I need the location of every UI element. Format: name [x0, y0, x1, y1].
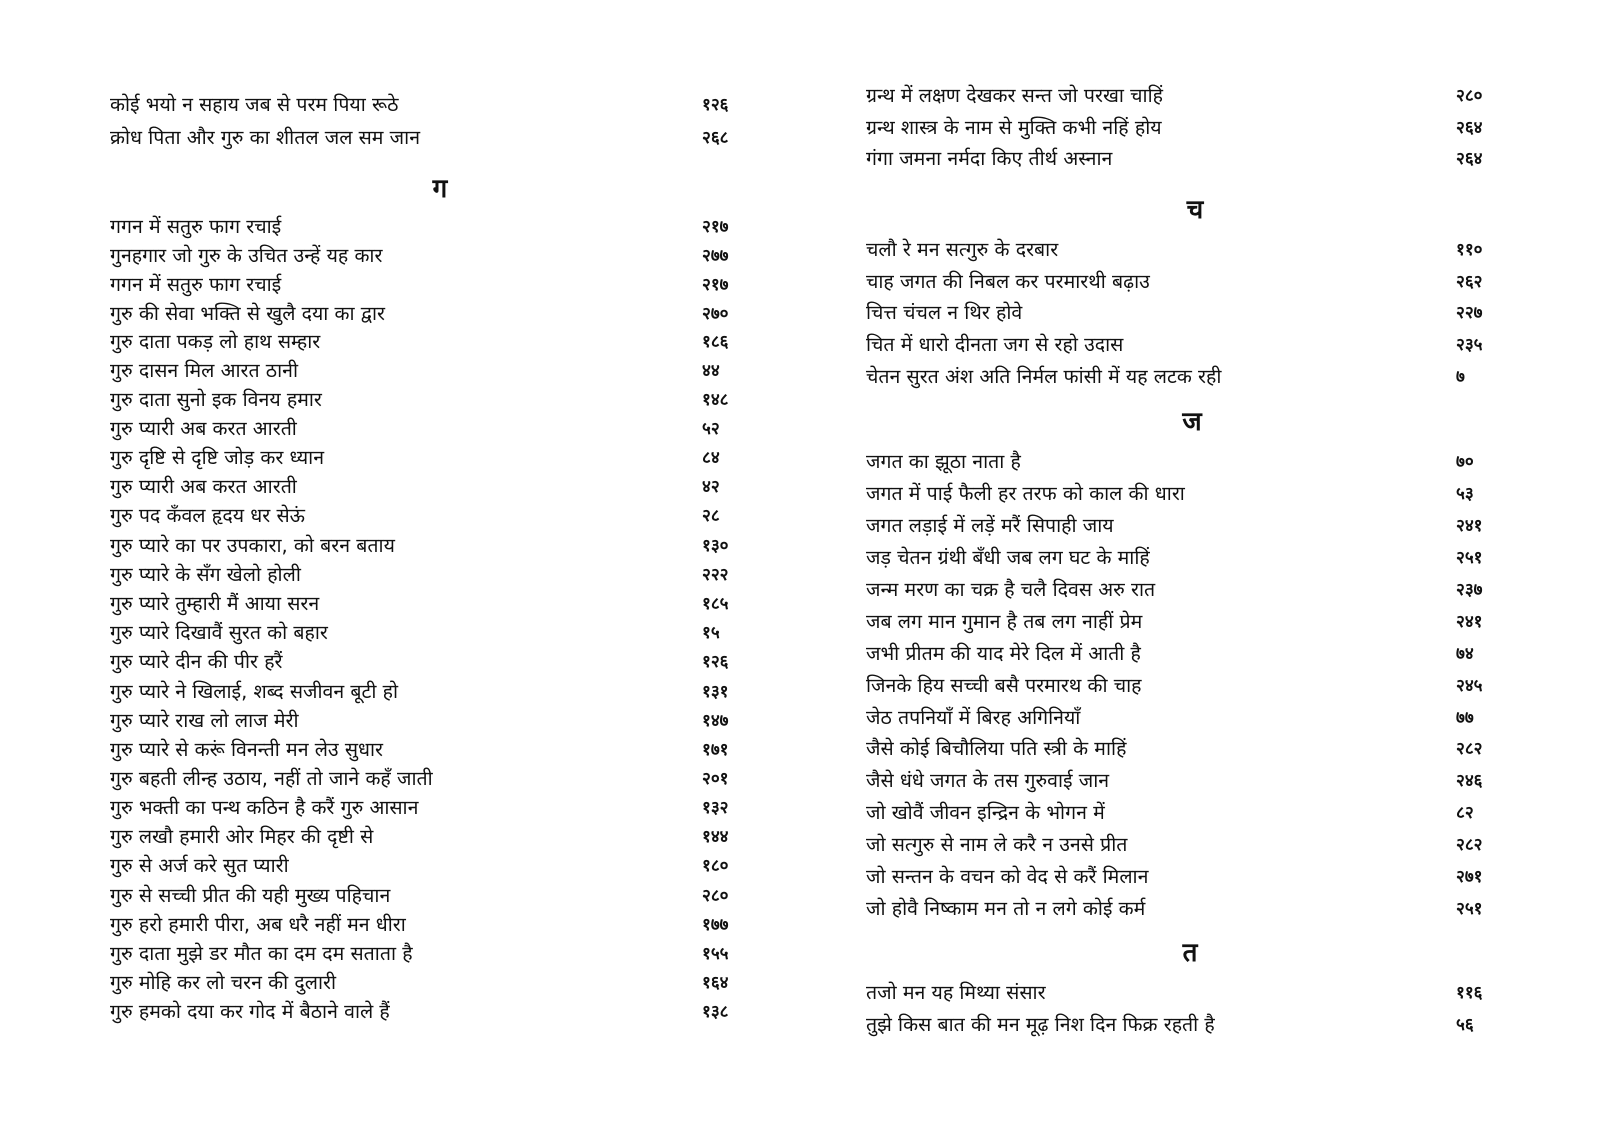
entry-page-number: २४१	[1456, 516, 1483, 536]
entry-page-number: २२२	[702, 565, 729, 585]
entry-page-number: २३७	[1456, 580, 1483, 600]
index-entry	[110, 444, 750, 472]
entry-page-number: १८५	[702, 594, 729, 614]
index-entry	[110, 619, 750, 647]
entry-title: गगन में सतुरु फाग रचाई	[110, 215, 282, 238]
entry-title: गुनहगार जो गुरु के उचित उन्हें यह कार	[110, 244, 383, 267]
entry-page-number: ५६	[1456, 1015, 1474, 1035]
index-entry	[110, 328, 750, 356]
entry-title: गुरु भक्ती का पन्थ कठिन है करैं गुरु आसान	[110, 796, 419, 819]
entry-page-number: १२६	[702, 652, 729, 672]
entry-title: जगत लड़ाई में लड़ें मरैं सिपाही जाय	[866, 514, 1114, 537]
entry-page-number: ७४	[1456, 644, 1474, 664]
entry-title: जैसे कोई बिचौलिया पति स्त्री के माहिं	[866, 737, 1127, 760]
index-entry	[866, 863, 1506, 891]
index-entry	[110, 502, 750, 530]
entry-title: गुरु प्यारे से करूं विनन्ती मन लेउ सुधार	[110, 738, 384, 761]
entry-page-number: २७७	[702, 246, 729, 266]
entry-page-number: १५	[702, 623, 720, 643]
entry-page-number: १७७	[702, 915, 729, 935]
entry-page-number: २४६	[1456, 771, 1483, 791]
entry-page-number: ७	[1456, 367, 1465, 387]
entry-page-number: ५३	[1456, 484, 1474, 504]
entry-title: ग्रन्थ शास्त्र के नाम से मुक्ति कभी नहिं होय	[866, 116, 1162, 139]
entry-title: गंगा जमना नर्मदा किए तीर्थ अस्नान	[866, 147, 1113, 170]
entry-page-number: २१७	[702, 217, 729, 237]
entry-page-number: ४४	[702, 361, 720, 381]
index-entry	[866, 608, 1506, 636]
index-entry	[866, 512, 1506, 540]
index-entry	[866, 979, 1506, 1007]
index-entry	[866, 640, 1506, 668]
entry-title: जो सन्तन के वचन को वेद से करैं मिलान	[866, 865, 1149, 888]
entry-page-number: १६४	[702, 973, 729, 993]
section-heading-ga: ग	[432, 174, 448, 204]
entry-page-number: ११०	[1456, 240, 1483, 260]
index-entry	[110, 852, 750, 880]
index-entry	[110, 998, 750, 1026]
entry-title: गुरु मोहि कर लो चरन की दुलारी	[110, 971, 337, 994]
entry-title: गुरु प्यारे तुम्हारी मैं आया सरन	[110, 592, 320, 615]
section-heading-cha: च	[1186, 195, 1204, 225]
section-heading-ta: त	[1182, 938, 1198, 968]
index-entry	[110, 124, 750, 152]
entry-page-number: २७०	[702, 304, 729, 324]
entry-title: जेठ तपनियाँ में बिरह अगिनियाँ	[866, 706, 1081, 729]
entry-page-number: १४४	[702, 827, 729, 847]
index-entry	[866, 114, 1506, 142]
entry-title: जो होवै निष्काम मन तो न लगे कोई कर्म	[866, 897, 1146, 920]
entry-page-number: २६२	[1456, 272, 1483, 292]
entry-title: चलौ रे मन सत्गुरु के दरबार	[866, 238, 1059, 261]
entry-title: चेतन सुरत अंश अति निर्मल फांसी में यह लटक रही	[866, 365, 1222, 388]
index-entry	[866, 1011, 1506, 1039]
entry-page-number: १४७	[702, 711, 729, 731]
entry-title: गुरु की सेवा भक्ति से खुलै दया का द्वार	[110, 302, 385, 325]
entry-page-number: ८४	[702, 448, 720, 468]
entry-page-number: २८०	[702, 886, 729, 906]
index-entry	[866, 576, 1506, 604]
index-entry	[866, 145, 1506, 173]
entry-title: गुरु प्यारे दिखावैं सुरत को बहार	[110, 621, 328, 644]
index-entry	[866, 236, 1506, 264]
entry-page-number: १२६	[702, 95, 729, 115]
index-entry	[110, 765, 750, 793]
entry-page-number: १८०	[702, 856, 729, 876]
entry-page-number: ७०	[1456, 452, 1474, 472]
entry-title: गुरु हरो हमारी पीरा, अब धरै नहीं मन धीरा	[110, 913, 406, 936]
index-entry	[866, 268, 1506, 296]
index-entry	[110, 736, 750, 764]
index-entry	[866, 480, 1506, 508]
index-entry	[110, 300, 750, 328]
entry-title: ग्रन्थ में लक्षण देखकर सन्त जो परखा चाहिं	[866, 84, 1163, 107]
entry-page-number: १३१	[702, 682, 729, 702]
entry-page-number: २६४	[1456, 118, 1483, 138]
index-entry	[866, 704, 1506, 732]
index-entry	[866, 448, 1506, 476]
entry-title: चित्त चंचल न थिर होवे	[866, 301, 1023, 324]
index-entry	[110, 561, 750, 589]
entry-page-number: ४२	[702, 477, 720, 497]
index-entry	[866, 299, 1506, 327]
entry-title: जगत का झूठा नाता है	[866, 450, 1021, 473]
entry-title: गुरु बहती लीन्ह उठाय, नहीं तो जाने कहँ जाती	[110, 767, 433, 790]
entry-title: चित में धारो दीनता जग से रहो उदास	[866, 333, 1124, 356]
entry-page-number: २४१	[1456, 612, 1483, 632]
entry-page-number: १३०	[702, 536, 729, 556]
entry-title: गुरु प्यारे राख लो लाज मेरी	[110, 709, 299, 732]
entry-page-number: २८२	[1456, 835, 1483, 855]
entry-title: जगत में पाई फैली हर तरफ को काल की धारा	[866, 482, 1185, 505]
entry-title: गुरु से अर्ज करे सुत प्यारी	[110, 854, 289, 877]
entry-title: गुरु दासन मिल आरत ठानी	[110, 359, 299, 382]
entry-page-number: ११६	[1456, 983, 1483, 1003]
entry-page-number: २५१	[1456, 548, 1483, 568]
index-entry	[110, 91, 750, 119]
entry-title: गुरु हमको दया कर गोद में बैठाने वाले हैं	[110, 1000, 390, 1023]
entry-page-number: २६४	[1456, 149, 1483, 169]
index-entry	[866, 672, 1506, 700]
index-entry	[866, 735, 1506, 763]
entry-title: जो खोवैं जीवन इन्द्रिन के भोगन में	[866, 801, 1105, 824]
entry-title: तजो मन यह मिथ्या संसार	[866, 981, 1046, 1004]
entry-page-number: १३२	[702, 798, 729, 818]
index-entry	[110, 911, 750, 939]
entry-title: गुरु लखौ हमारी ओर मिहर की दृष्टी से	[110, 825, 374, 848]
entry-title: चाह जगत की निबल कर परमारथी बढ़ाउ	[866, 270, 1150, 293]
index-entry	[866, 767, 1506, 795]
entry-page-number: ८२	[1456, 803, 1474, 823]
entry-title: गगन में सतुरु फाग रचाई	[110, 273, 282, 296]
entry-page-number: २८२	[1456, 739, 1483, 759]
index-entry	[110, 386, 750, 414]
entry-title: गुरु दाता पकड़ लो हाथ सम्हार	[110, 330, 321, 353]
entry-title: गुरु प्यारी अब करत आरती	[110, 475, 297, 498]
entry-title: गुरु प्यारी अब करत आरती	[110, 417, 297, 440]
index-entry	[866, 363, 1506, 391]
entry-page-number: २७१	[1456, 867, 1483, 887]
index-entry	[110, 242, 750, 270]
index-entry	[110, 794, 750, 822]
entry-title: जड़ चेतन ग्रंथी बँधी जब लग घट के माहिं	[866, 546, 1150, 569]
entry-page-number: २८	[702, 506, 720, 526]
index-entry	[110, 213, 750, 241]
entry-title: गुरु प्यारे का पर उपकारा, को बरन बताय	[110, 534, 395, 557]
index-entry	[110, 823, 750, 851]
entry-page-number: १३८	[702, 1002, 729, 1022]
index-entry	[110, 473, 750, 501]
index-entry	[110, 940, 750, 968]
entry-page-number: २४५	[1456, 676, 1483, 696]
entry-page-number: २६८	[702, 128, 729, 148]
entry-title: जिनके हिय सच्ची बसै परमारथ की चाह	[866, 674, 1142, 697]
index-entry	[110, 532, 750, 560]
entry-page-number: ५२	[702, 419, 720, 439]
index-entry	[110, 271, 750, 299]
entry-title: गुरु दाता मुझे डर मौत का दम दम सताता है	[110, 942, 413, 965]
entry-page-number: २८०	[1456, 86, 1483, 106]
entry-page-number: २२७	[1456, 303, 1483, 323]
entry-title: गुरु प्यारे ने खिलाई, शब्द सजीवन बूटी हो	[110, 680, 398, 703]
index-entry	[110, 648, 750, 676]
entry-title: गुरु दाता सुनो इक विनय हमार	[110, 388, 322, 411]
entry-page-number: १८६	[702, 332, 729, 352]
entry-title: गुरु दृष्टि से दृष्टि जोड़ कर ध्यान	[110, 446, 325, 469]
entry-title: क्रोध पिता और गुरु का शीतल जल सम जान	[110, 126, 421, 149]
entry-title: गुरु पद कँवल हृदय धर सेऊं	[110, 504, 305, 527]
entry-title: जो सत्गुरु से नाम ले करै न उनसे प्रीत	[866, 833, 1128, 856]
entry-title: कोई भयो न सहाय जब से परम पिया रूठे	[110, 93, 399, 116]
entry-title: तुझे किस बात की मन मूढ़ निश दिन फिक्र रहती है	[866, 1013, 1215, 1036]
entry-title: जैसे धंधे जगत के तस गुरुवाई जान	[866, 769, 1110, 792]
entry-title: गुरु प्यारे दीन की पीर हरैं	[110, 650, 283, 673]
index-entry	[866, 799, 1506, 827]
entry-page-number: १७१	[702, 740, 729, 760]
entry-title: जभी प्रीतम की याद मेरे दिल में आती है	[866, 642, 1141, 665]
index-entry	[866, 82, 1506, 110]
index-entry	[866, 895, 1506, 923]
entry-title: गुरु प्यारे के सँग खेलो होली	[110, 563, 301, 586]
entry-page-number: १५५	[702, 944, 729, 964]
entry-page-number: २०१	[702, 769, 729, 789]
entry-page-number: २१७	[702, 275, 729, 295]
index-entry	[110, 357, 750, 385]
index-entry	[110, 707, 750, 735]
index-entry	[110, 678, 750, 706]
index-entry	[110, 969, 750, 997]
index-entry	[110, 415, 750, 443]
index-entry	[110, 882, 750, 910]
index-entry	[866, 831, 1506, 859]
entry-title: जन्म मरण का चक्र है चलै दिवस अरु रात	[866, 578, 1156, 601]
entry-page-number: १४८	[702, 390, 729, 410]
entry-title: गुरु से सच्ची प्रीत की यही मुख्य पहिचान	[110, 884, 391, 907]
entry-page-number: ७७	[1456, 708, 1474, 728]
entry-title: जब लग मान गुमान है तब लग नाहीं प्रेम	[866, 610, 1143, 633]
entry-page-number: २३५	[1456, 335, 1483, 355]
entry-page-number: २५१	[1456, 899, 1483, 919]
index-entry	[866, 544, 1506, 572]
index-entry	[866, 331, 1506, 359]
index-entry	[110, 590, 750, 618]
section-heading-ja: ज	[1182, 407, 1202, 437]
